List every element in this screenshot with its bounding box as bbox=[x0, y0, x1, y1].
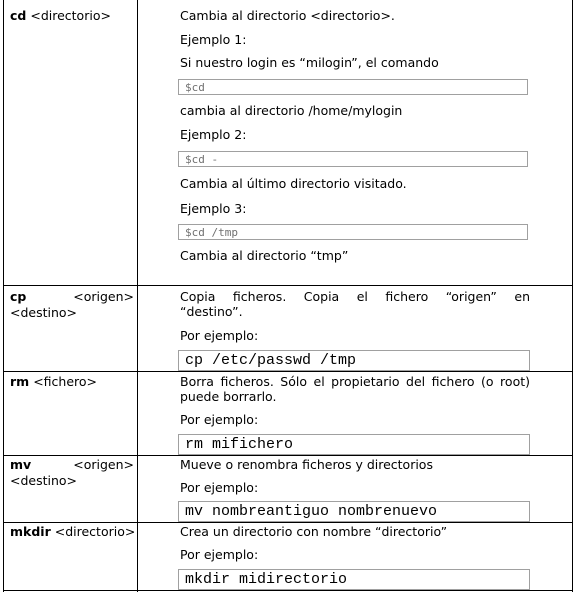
command-argument: <origen> bbox=[73, 289, 134, 304]
example-label: Por ejemplo: bbox=[180, 328, 259, 343]
code-example: $cd - bbox=[178, 151, 528, 167]
command-argument: <destino> bbox=[10, 473, 78, 488]
command-argument: <directorio> bbox=[54, 524, 136, 539]
code-example: cp /etc/passwd /tmp bbox=[178, 350, 530, 371]
table-left-border bbox=[3, 0, 4, 592]
description-text: cambia al directorio /home/mylogin bbox=[180, 103, 403, 118]
row-divider bbox=[3, 455, 573, 456]
example-label: Por ejemplo: bbox=[180, 547, 259, 562]
command-argument: <destino> bbox=[10, 305, 78, 320]
example-label: Por ejemplo: bbox=[180, 480, 259, 495]
description-line: puede borrarlo. bbox=[180, 389, 277, 404]
description-text: Cambia al último directorio visitado. bbox=[180, 176, 407, 191]
command-cell-mv bbox=[10, 457, 134, 489]
description-text: Cambia al directorio <directorio>. bbox=[180, 8, 395, 23]
description-text: Mueve o renombra ficheros y directorios bbox=[180, 457, 433, 472]
example-label: Ejemplo 3: bbox=[180, 201, 247, 216]
command-name: cp bbox=[10, 289, 27, 304]
row-divider bbox=[3, 522, 573, 523]
code-example: $cd bbox=[178, 79, 528, 95]
row-divider bbox=[3, 371, 573, 372]
description-line: “destino”. bbox=[180, 304, 243, 319]
table-bottom-border bbox=[3, 590, 573, 591]
description-line: Copia ficheros. Copia el fichero “origen” en bbox=[180, 289, 530, 304]
command-name: mkdir bbox=[10, 524, 51, 539]
table-right-border bbox=[572, 0, 573, 592]
command-name: mv bbox=[10, 457, 32, 472]
description-text: Crea un directorio con nombre “directorio” bbox=[180, 524, 448, 539]
command-argument: <origen> bbox=[73, 457, 134, 472]
description-text bbox=[180, 374, 530, 404]
code-example: $cd /tmp bbox=[178, 224, 528, 240]
row-divider bbox=[3, 285, 573, 286]
code-example: mkdir midirectorio bbox=[178, 569, 530, 590]
description-text: Si nuestro login es “milogin”, el comando bbox=[180, 55, 439, 70]
code-example: rm mifichero bbox=[178, 434, 530, 455]
command-argument: <directorio> bbox=[30, 8, 111, 23]
example-label: Ejemplo 2: bbox=[180, 127, 247, 142]
command-name: cd bbox=[10, 8, 27, 23]
command-name: rm bbox=[10, 374, 30, 389]
description-line: Borra ficheros. Sólo el propietario del fichero (o root) bbox=[180, 374, 530, 389]
command-cell-cd bbox=[10, 8, 111, 24]
example-label: Por ejemplo: bbox=[180, 412, 259, 427]
command-cell-mkdir bbox=[10, 524, 135, 540]
description-text bbox=[180, 289, 530, 319]
command-argument: <fichero> bbox=[33, 374, 98, 389]
code-example: mv nombreantiguo nombrenuevo bbox=[178, 501, 530, 522]
command-cell-rm bbox=[10, 374, 97, 390]
example-label: Ejemplo 1: bbox=[180, 32, 247, 47]
description-text: Cambia al directorio “tmp” bbox=[180, 248, 349, 263]
command-cell-cp bbox=[10, 289, 134, 321]
table-column-divider bbox=[137, 0, 138, 592]
